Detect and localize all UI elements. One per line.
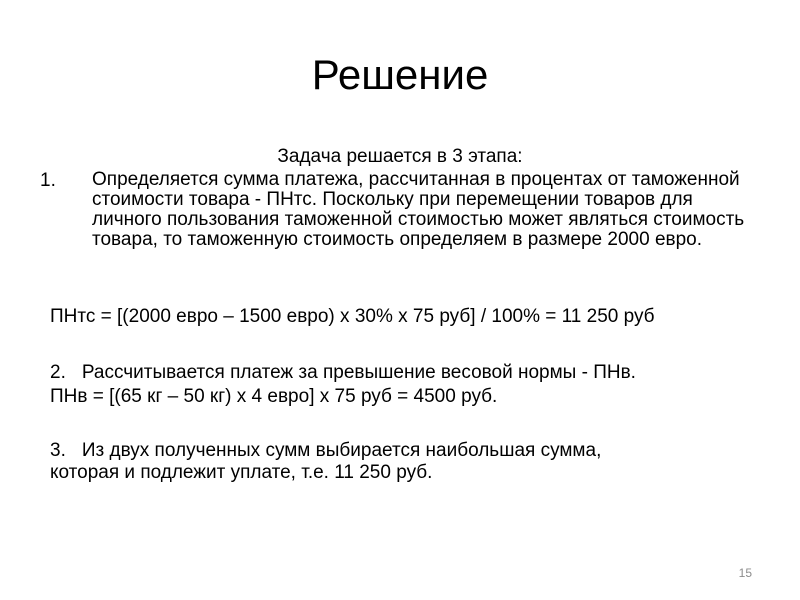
page-number: 15: [738, 566, 752, 580]
step-2: [50, 362, 636, 384]
formula-pnv: ПНв = [(65 кг – 50 кг) х 4 евро] х 75 руб = 4500 руб.: [50, 386, 498, 407]
slide-title: Решение: [311, 51, 489, 98]
step-3-text: Из двух полученных сумм выбирается наибольшая сумма,: [81, 440, 602, 461]
intro-text: Задача решается в 3 этапа:: [277, 146, 523, 167]
formula-pnts: ПНтс = [(2000 евро – 1500 евро) х 30% х 75 руб] / 100% = 11 250 руб: [50, 306, 655, 327]
step-2-text: Рассчитывается платеж за превышение весовой нормы - ПНв.: [81, 362, 636, 383]
step-3: [50, 440, 601, 462]
step-1-text: Определяется сумма платежа, рассчитанная в процентах от таможенной стоимости товара - ПНтс. Поскольку при перемещении товаров для личного пользования таможенной стоимостью может являться стоимость товара, то таможенную стоимость определяем в размере 2000 евро.: [92, 169, 745, 250]
step-3-number: 3.: [50, 440, 66, 461]
step-3-continuation: которая и подлежит уплате, т.е. 11 250 руб.: [50, 462, 433, 483]
step-1-number: 1.: [40, 170, 56, 191]
step-2-number: 2.: [50, 362, 66, 383]
